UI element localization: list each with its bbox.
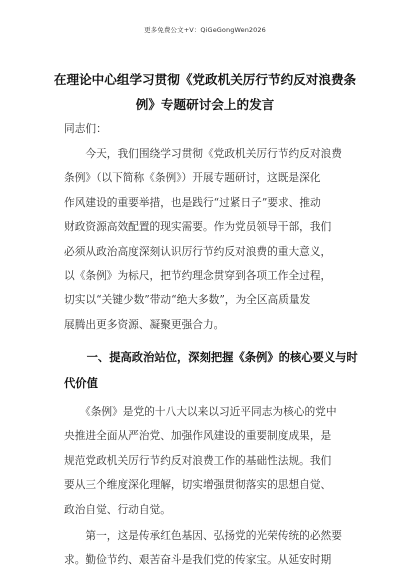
paragraph-line: 切实以“关键少数”带动“绝大多数”，为全区高质量发 xyxy=(64,293,311,307)
paragraph-line: 求。勤俭节约、艰苦奋斗是我们党的传家宝。从延安时期 xyxy=(64,553,332,567)
paragraph-line: 第一，这是传承红色基因、弘扬党的光荣传统的必然要 xyxy=(64,529,342,542)
paragraph-line: 展腾出更多资源、凝聚更强合力。 xyxy=(64,317,225,331)
paragraph-line: 要从三个维度深化理解，切实增强贯彻落实的思想自觉、 xyxy=(64,478,332,492)
paragraph-line: 财政资源高效配置的现实需要。作为党员领导干部，我们 xyxy=(64,220,332,234)
header-note: 更多免费公文+V：QiGeGongWen2026 xyxy=(144,26,266,34)
paragraph-line: 政治自觉、行动自觉。 xyxy=(64,502,171,516)
salutation xyxy=(64,117,350,141)
first-point-paragraph xyxy=(64,524,350,573)
paragraph-line: 条例》（以下简称《条例》）开展专题研讨，这既是深化 xyxy=(64,171,321,185)
paragraph-line: 《条例》是党的十八大以来以习近平同志为核心的党中 xyxy=(64,405,337,418)
heading-line: 一、提高政治站位，深刻把握《条例》的核心要义与时 xyxy=(64,351,358,364)
paragraph-line: 作风建设的重要举措，也是践行“过紧日子”要求、推动 xyxy=(64,195,321,209)
heading-line: 代价值 xyxy=(64,377,98,390)
title-line: 例》专题研讨会上的发言 xyxy=(135,97,275,112)
intro-paragraph xyxy=(64,142,350,337)
document-title xyxy=(50,67,360,117)
paragraph-line: 必须从政治高度深刻认识厉行节约反对浪费的重大意义， xyxy=(64,244,332,258)
section-heading xyxy=(64,345,358,397)
salutation-text: 同志们： xyxy=(64,122,107,135)
paragraph-line: 以《条例》为标尺，把节约理念贯穿到各项工作全过程， xyxy=(64,269,332,283)
title-line: 在理论中心组学习贯彻《党政机关厉行节约反对浪费条 xyxy=(53,72,357,87)
section1-paragraph xyxy=(64,400,350,522)
paragraph-line: 规范党政机关厉行节约反对浪费工作的基础性法规。我们 xyxy=(64,453,332,467)
paragraph-line: 今天，我们围绕学习贯彻《党政机关厉行节约反对浪费 xyxy=(64,147,342,160)
paragraph-line: 央推进全面从严治党、加强作风建设的重要制度成果，是 xyxy=(64,429,332,443)
